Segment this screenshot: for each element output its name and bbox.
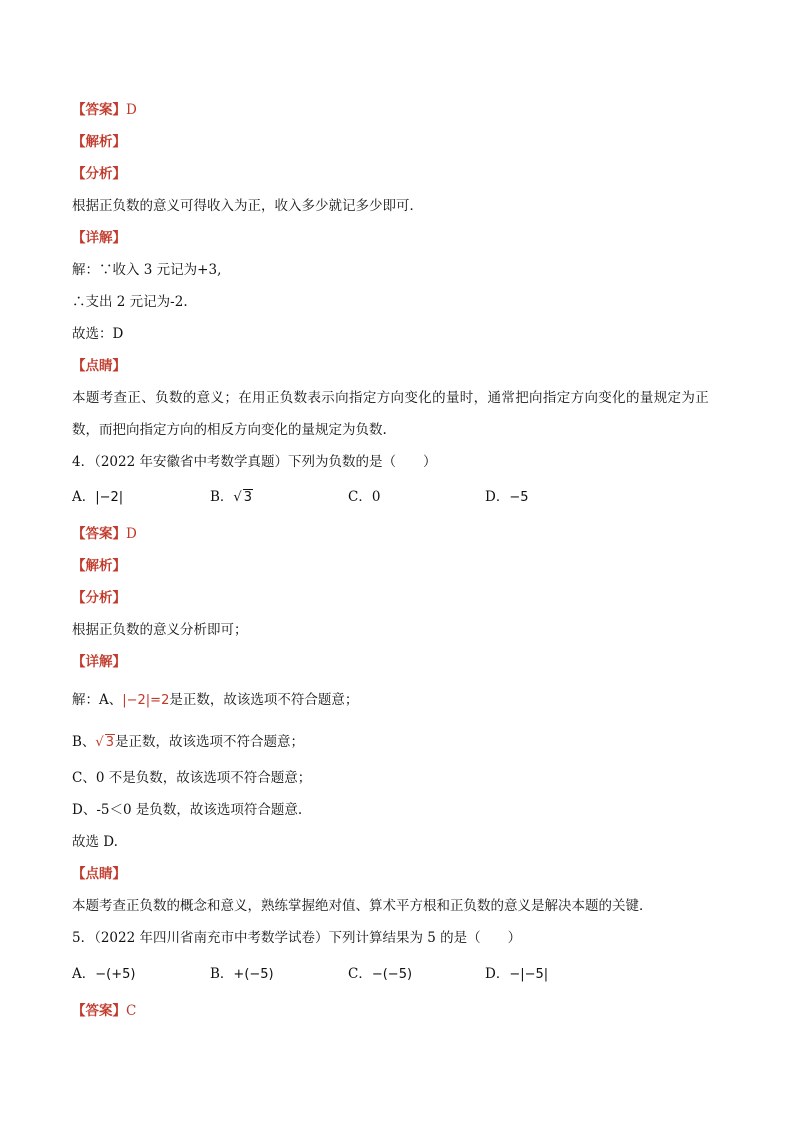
q4-option-a-value: |−2| — [95, 490, 124, 505]
q5-option-b — [210, 964, 274, 985]
q3-detail-tag-line — [72, 228, 126, 248]
q5-option-a-label: A． — [72, 966, 96, 982]
q4-option-c-value: 0 — [371, 489, 381, 505]
q3-answer-line — [72, 100, 137, 120]
q4-option-c-label: C． — [348, 489, 372, 505]
detail-tag: 【详解】 — [72, 654, 126, 670]
answer-tag: 【答案】 — [72, 1003, 126, 1019]
q4-option-b-radicand: 3 — [243, 490, 252, 505]
analysis-tag: 【解析】 — [72, 558, 126, 574]
comment-tag: 【点睛】 — [72, 866, 126, 882]
q3-detail-line3: 故选：D — [72, 326, 124, 342]
detail-tag: 【详解】 — [72, 230, 126, 246]
fenxi-tag: 【分析】 — [72, 590, 126, 606]
q4-option-b-label: B． — [210, 489, 234, 505]
answer-tag: 【答案】 — [72, 526, 126, 542]
q4-fenxi-text: 根据正负数的意义分析即可； — [72, 622, 248, 638]
q4-detail-a — [72, 690, 358, 711]
q3-answer-value: D — [126, 102, 137, 118]
q5-option-b-label: B． — [210, 966, 234, 982]
fenxi-tag: 【分析】 — [72, 166, 126, 182]
q4-option-a-label: A． — [72, 489, 96, 505]
q4-fenxi-tag-line — [72, 588, 126, 608]
answer-tag: 【答案】 — [72, 102, 126, 118]
q3-analysis-tag-line — [72, 132, 126, 152]
q4-answer-line — [72, 524, 137, 544]
q4-option-d — [485, 487, 529, 508]
q4-option-b-sqrt — [233, 488, 253, 508]
q4-option-d-value: −5 — [509, 490, 529, 505]
q5-option-c — [348, 964, 412, 985]
q5-answer-line — [72, 1001, 136, 1021]
q5-option-a — [72, 964, 135, 985]
q3-fenxi-text: 根据正负数的意义可得收入为正，收入多少就记多少即可． — [72, 198, 423, 214]
q3-comment-line2: 数，而把向指定方向的相反方向变化的量规定为负数. — [72, 422, 387, 438]
q5-option-d-label: D． — [485, 966, 510, 982]
q4-option-b — [210, 487, 253, 508]
q3-comment-line1: 本题考查正、负数的意义；在用正负数表示向指定方向变化的量时，通常把向指定方向变化的量规定为正 — [72, 390, 710, 406]
q4-detail-a-suffix: 是正数，故该选项不符合题意； — [169, 692, 359, 708]
q5-option-d-value: −|−5| — [509, 967, 549, 982]
q4-detail-b-suffix: 是正数，故该选项不符合题意； — [115, 734, 304, 750]
q4-option-c — [348, 487, 380, 507]
q3-comment-tag-line — [72, 356, 126, 376]
q5-option-c-label: C． — [348, 966, 372, 982]
q4-detail-a-prefix: 解：A、 — [72, 692, 123, 708]
q4-option-d-label: D． — [485, 489, 510, 505]
q4-detail-b — [72, 732, 304, 753]
q4-detail-b-prefix: B、 — [72, 734, 96, 750]
q4-comment-text: 本题考查正负数的概念和意义，熟练掌握绝对值、算术平方根和正负数的意义是解决本题的关键． — [72, 898, 653, 914]
sqrt-symbol-icon: √ — [233, 490, 242, 505]
q5-option-b-value: +(−5) — [233, 967, 274, 982]
q4-detail-d: D、-5＜0 是负数，故该选项符合题意. — [72, 802, 303, 818]
q4-stem: 4．（2022 年安徽省中考数学真题）下列为负数的是（ ） — [72, 454, 437, 470]
q3-detail-line2: ∴支出 2 元记为-2. — [72, 294, 188, 310]
q4-detail-b-radicand: 3 — [105, 735, 114, 750]
q5-option-d — [485, 964, 548, 985]
q4-answer-value: D — [126, 526, 137, 542]
q4-detail-b-sqrt — [95, 733, 115, 753]
q3-fenxi-tag-line — [72, 164, 126, 184]
q5-stem: 5．（2022 年四川省南充市中考数学试卷）下列计算结果为 5 的是（ ） — [72, 930, 522, 946]
sqrt-symbol-icon: √ — [95, 735, 104, 750]
q5-option-c-value: −(−5) — [371, 967, 413, 982]
q4-detail-tag-line — [72, 652, 126, 672]
q4-analysis-tag-line — [72, 556, 126, 576]
q4-comment-tag-line — [72, 864, 126, 884]
q5-option-a-value: −(+5) — [95, 967, 136, 982]
q5-answer-value: C — [126, 1003, 137, 1019]
q3-detail-line1: 解：∵收入 3 元记为+3, — [72, 262, 222, 278]
q4-detail-c: C、0 不是负数，故该选项不符合题意； — [72, 770, 312, 786]
q4-detail-conclusion: 故选 D. — [72, 834, 118, 850]
q4-detail-a-expr: |−2|=2 — [122, 693, 170, 708]
comment-tag: 【点睛】 — [72, 358, 126, 374]
analysis-tag: 【解析】 — [72, 134, 126, 150]
q4-option-a — [72, 487, 123, 508]
